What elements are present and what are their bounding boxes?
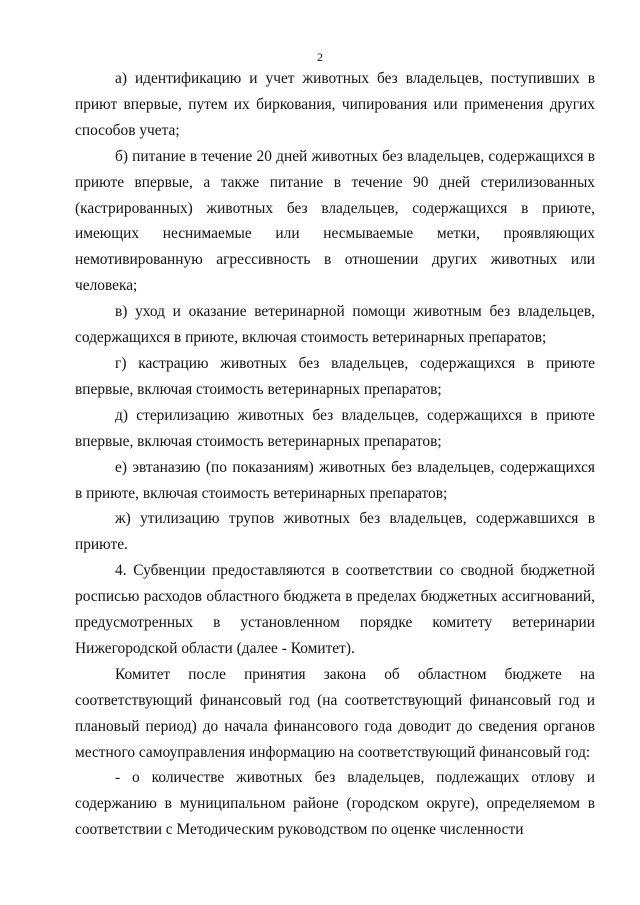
paragraph-committee: Комитет после принятия закона об областном бюджете на соответствующий финансовый год (на соответствующий финансовый год и плановый период) до начала финансового года доводит до сведения органов местного самоуправления информацию на соответствующий финансовый год:	[75, 665, 595, 761]
paragraph-d: д) стерилизацию животных без владельцев, содержащихся в приюте впервые, включая стоимость ветеринарных препаратов;	[75, 406, 595, 450]
paragraph-v: в) уход и оказание ветеринарной помощи животным без владельцев, содержащихся в приюте, включая стоимость ветеринарных препаратов;	[75, 303, 595, 347]
paragraph-g: г) кастрацию животных без владельцев, содержащихся в приюте впервые, включая стоимость ветеринарных препаратов;	[75, 354, 595, 398]
document-body	[75, 66, 595, 843]
paragraph-4-subventions: 4. Субвенции предоставляются в соответствии со сводной бюджетной росписью расходов областного бюджета в пределах бюджетных ассигнований, предусмотренных в установленном порядке комитету ветеринарии Нижегородской области (далее - Комитет).	[75, 562, 595, 657]
paragraph-a: а) идентификацию и учет животных без владельцев, поступивших в приют впервые, путем их биркования, чипирования или применения других способов учета;	[75, 70, 595, 139]
paragraph-b: б) питание в течение 20 дней животных без владельцев, содержащихся в приюте впервые, а также питание в течение 90 дней стерилизованных (кастрированных) животных без владельцев, содержащихся в приюте, имеющих неснимаемые или несмываемые метки, проявляющих немотивированную агрессивность в отношении других животных или человека;	[75, 147, 595, 295]
paragraph-zh: ж) утилизацию трупов животных без владельцев, содержавшихся в приюте.	[75, 510, 595, 554]
page-number: 2	[317, 50, 323, 64]
paragraph-animal-count: - о количестве животных без владельцев, подлежащих отлову и содержанию в муниципальном районе (городском округе), определяемом в соответствии с Методическим руководством по оценке численности	[75, 769, 595, 839]
paragraph-e: е) эвтаназию (по показаниям) животных без владельцев, содержащихся в приюте, включая стоимость ветеринарных препаратов;	[75, 458, 595, 502]
